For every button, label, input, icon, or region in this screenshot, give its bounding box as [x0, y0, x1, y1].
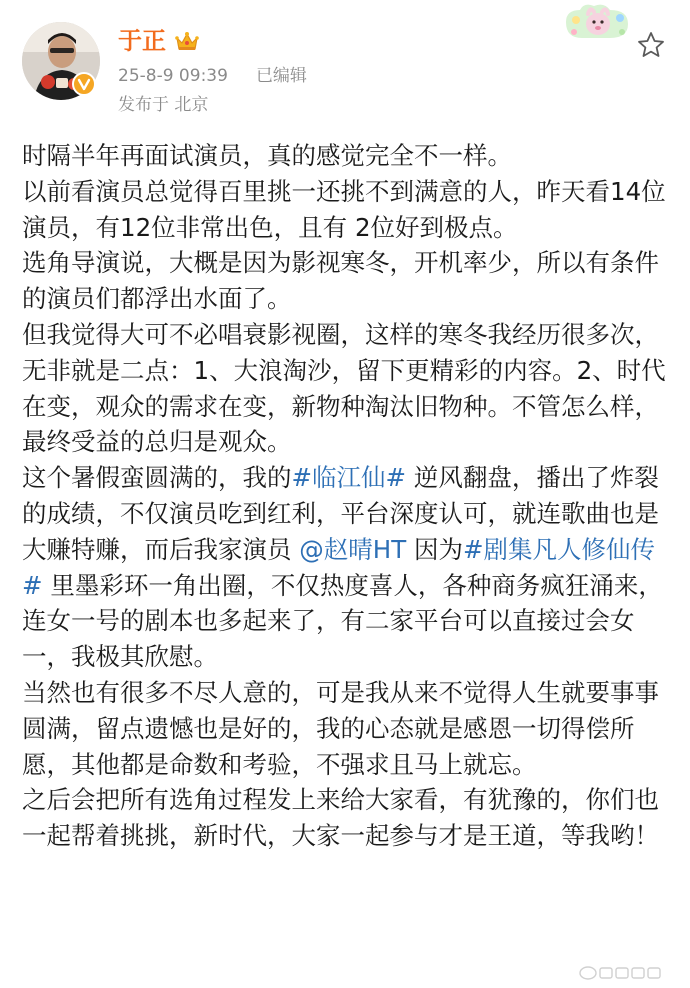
verified-v-icon — [72, 72, 96, 96]
edited-label[interactable]: 已编辑 — [255, 66, 307, 86]
post-paragraph: 但我觉得大可不必唱衰影视圈，这样的寒冬我经历很多次，无非就是二点：1、大浪淘沙，留下更精彩的内容。2、时代在变，观众的需求在变，新物种淘汰旧物种。不管怎么样，最终受益的总归是观众。 — [22, 319, 666, 457]
post-body — [22, 138, 672, 854]
crown-icon — [174, 30, 200, 52]
post-location: 发布于 北京 — [118, 95, 209, 115]
paragraph-text: 里墨彩环一角出圈，不仅热度喜人，各种商务疯狂涌来，连女一号的剧本也多起来了，有二家平台可以直接过会女一，我极其欣慰。 — [22, 570, 663, 672]
post-paragraph: 选角导演说，大概是因为影视寒冬，开机率少，所以有条件的演员们都浮出水面了。 — [22, 248, 659, 314]
post-paragraph: 时隔半年再面试演员，真的感觉完全不一样。 — [22, 141, 512, 170]
mention-link-zhaoqing[interactable]: @赵晴HT — [299, 534, 407, 564]
paragraph-text: 因为 — [406, 534, 463, 564]
star-outline-icon[interactable] — [636, 30, 666, 60]
cartoon-badge-icon — [562, 2, 634, 40]
post-paragraph: 当然也有很多不尽人意的，可是我从来不觉得人生就要事事圆满，留点遗憾也是好的，我的心态就是感恩一切得偿所愿，其他都是命数和考验，不强求且马上就忘。 — [22, 677, 659, 779]
post-header — [0, 0, 690, 130]
weibo-watermark-icon — [578, 962, 672, 982]
author-name-row — [118, 26, 200, 56]
post-meta — [118, 65, 307, 87]
topic-link-fanren-xiuxian[interactable]: #剧集凡人修仙传# — [22, 534, 656, 600]
author-name[interactable]: 于正 — [118, 27, 166, 55]
post-timestamp: 25-8-9 09:39 — [118, 66, 228, 86]
post-paragraph: 之后会把所有选角过程发上来给大家看，有犹豫的，你们也一起帮着挑挑，新时代，大家一起参与才是王道，等我哟！ — [22, 785, 659, 851]
paragraph-text: 逆风翻盘，播出了炸裂的成绩，不仅演员吃到红利，平台深度认可，就连歌曲也是大赚特赚，而后我家演员 — [22, 463, 659, 564]
post-paragraph — [22, 460, 672, 675]
topic-link-linjiangxian[interactable]: #临江仙# — [291, 463, 407, 493]
paragraph-text: 这个暑假蛮圆满的，我的 — [22, 463, 292, 493]
post-paragraph: 以前看演员总觉得百里挑一还挑不到满意的人，昨天看14位演员，有12位非常出色，且有 2位好到极点。 — [22, 176, 666, 242]
